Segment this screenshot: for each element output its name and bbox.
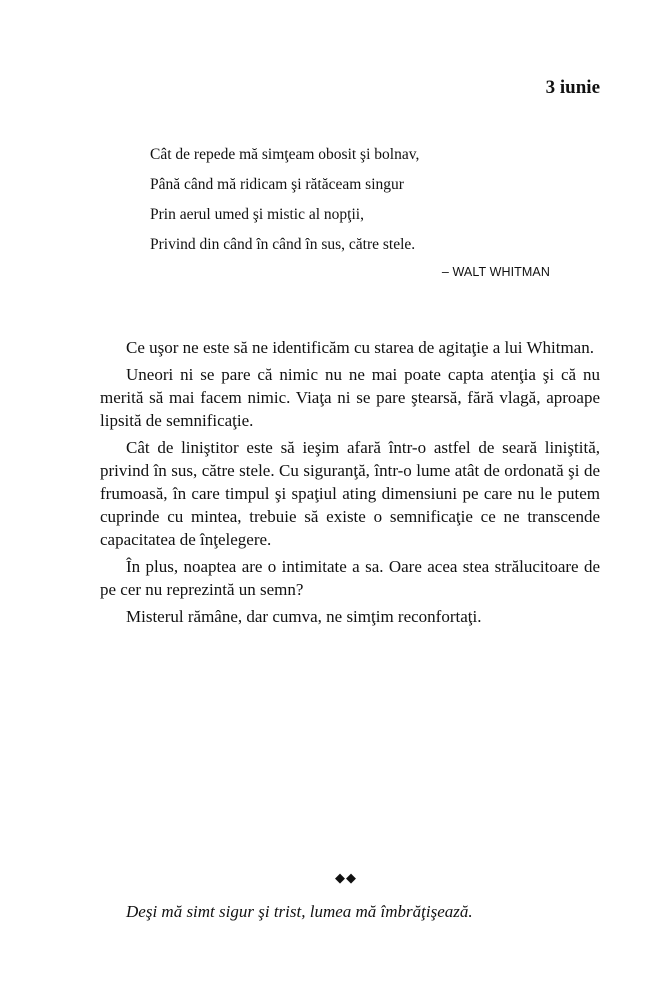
epigraph-attribution: – WALT WHITMAN	[441, 265, 550, 279]
poem-line: Până când mă ridicam şi rătăceam singur	[150, 176, 404, 193]
paragraph: Uneori ni se pare că nimic nu ne mai poate capta atenţia şi că nu merită să mai facem nimic. Viaţa ni se pare ştearsă, fără vlagă, aproape lipsită de semnificaţie.	[100, 365, 600, 430]
epigraph-poem	[150, 140, 570, 260]
poem-line: Cât de repede mă simţeam obosit şi bolnav,	[150, 146, 420, 163]
paragraph: În plus, noaptea are o intimitate a sa. Oare acea stea strălucitoare de pe cer nu reprezintă un semn?	[100, 557, 600, 599]
page-title: 3 iunie	[545, 77, 600, 98]
poem-line: Prin aerul umed şi mistic al nopţii,	[150, 206, 364, 223]
paragraph: Ce uşor ne este să ne identificăm cu starea de agitaţie a lui Whitman.	[126, 338, 594, 357]
body-text	[100, 336, 600, 632]
diamond-ornament-icon: ◆◆	[335, 871, 357, 886]
paragraph: Misterul rămâne, dar cumva, ne simţim reconfortaţi.	[126, 607, 482, 626]
poem-line: Privind din când în când în sus, către stele.	[150, 236, 416, 253]
closing-affirmation: Deşi mă simt sigur şi trist, lumea mă îmbrăţişează.	[126, 902, 473, 921]
paragraph: Cât de liniştitor este să ieşim afară într-o astfel de seară liniştită, privind în sus, către stele. Cu siguranţă, într-o lume atât de ordonată şi de frumoasă, în care timpul şi spaţiul ating dimensiuni pe care nu le putem cuprinde cu mintea, trebuie să existe o semnificaţie ce ne transcende capacitatea de înţelegere.	[100, 438, 600, 549]
